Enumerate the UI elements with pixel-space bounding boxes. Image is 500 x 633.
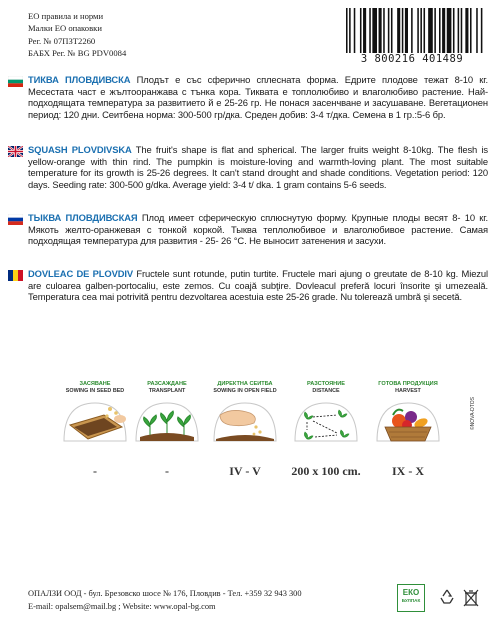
description-en (8, 144, 488, 190)
barcode-bar (383, 8, 385, 53)
barcode-bar (363, 8, 366, 53)
step-value: - (165, 464, 169, 478)
step-value: - (93, 464, 97, 478)
step-label-en: SOWING IN SEED BED (65, 388, 125, 394)
variety-name: ТЫКВА ПЛОВДИВСКАЯ (28, 212, 138, 223)
step-label-en: DISTANCE (312, 388, 340, 394)
barcode-bar (439, 8, 441, 53)
barcode-bar (458, 8, 460, 53)
barcode-bar (465, 8, 468, 53)
company-address: ОПАЛЗИ ООД - бул. Брезовско шосе № 176, Пловдив - Тел. +359 32 943 300 (28, 589, 302, 598)
flag-romania-icon (8, 270, 23, 281)
seedlings-icon (132, 397, 202, 451)
barcode-bar (379, 8, 382, 53)
description-ro (8, 268, 488, 303)
flag-russia-icon (8, 214, 23, 225)
barcode-icon (336, 4, 488, 58)
crossed-bin-icon (462, 588, 480, 608)
registration-line: ЕО правила и норми (28, 11, 104, 21)
company-footer (28, 587, 302, 613)
registration-line: Малки ЕО опаковки (28, 23, 102, 34)
registration-line: БАБХ Рег. № BG PDV0084 (28, 48, 127, 59)
step-sowing-seed-bed (56, 381, 134, 479)
barcode (336, 4, 488, 70)
recycle-icon (438, 588, 456, 606)
barcode-bar (397, 8, 400, 53)
barcode-bar (354, 8, 356, 53)
step-label-en: SOWING IN OPEN FIELD (213, 388, 277, 394)
barcode-bar (388, 8, 390, 53)
barcode-bar (420, 8, 422, 53)
flag-bulgaria-icon (8, 76, 23, 87)
eco-logo-subtext: БУЛПАК (401, 598, 421, 603)
step-distance (287, 381, 365, 479)
eco-logo-text: ЕКО (402, 588, 420, 597)
growing-steps (0, 381, 500, 501)
barcode-bar (360, 8, 362, 53)
step-harvest (369, 381, 447, 479)
step-label-en: HARVEST (395, 388, 421, 394)
variety-text: Fructele sunt rotunde, putin turtite. Fructele mari ajung o greutate de 8-10 kg. Miezul are culoarea galben-portocaliu, este zemos. Cu coajă subţire. Dovleacul preferă locuri însorite şi umezeală. Temperatura cea mai potrivită pentru dezvoltarea acestuia este 25-26 grade. Nu tolerează umbră şi secetă. (28, 268, 488, 303)
barcode-bar (424, 8, 426, 53)
barcode-bar (411, 8, 413, 53)
step-label-en: TRANSPLANT (148, 388, 186, 394)
harvest-basket-icon (373, 397, 443, 451)
seed-tray-icon (60, 397, 130, 451)
step-label-bg: РАЗСАЖДАНЕ (147, 381, 187, 387)
barcode-bar (442, 8, 445, 53)
step-direct-sowing (206, 381, 284, 479)
registration-line: Рег. № 07ПЗТ2260 (28, 35, 96, 46)
variety-name: SQUASH PLOVDIVSKA (28, 144, 132, 155)
hand-sowing-icon (210, 397, 280, 451)
barcode-bar (434, 8, 436, 53)
barcode-bar (349, 8, 351, 58)
step-value: 200 х 100 cm. (291, 464, 361, 478)
copyright-vertical: ©NOVA-DTOS (470, 397, 476, 430)
variety-name: ТИКВА ПЛОВДИВСКА (28, 74, 131, 85)
barcode-bar (405, 8, 408, 53)
barcode-bar (346, 8, 348, 58)
barcode-bar (470, 8, 472, 53)
eco-logo (397, 584, 425, 612)
step-value: IV - V (229, 464, 261, 478)
barcode-bar (476, 8, 478, 53)
step-label-bg: ЗАСЯВАНЕ (79, 381, 111, 387)
barcode-bar (481, 8, 483, 53)
variety-text: Плод имеет сферическую сплюснутую форму. Крупные плоды весят 8- 10 кг. Мякоть желто-оранжевая с тонкой коркой. Тыква теплолюбивое и влаголюбивое растение. Самая подходящая температура для развития - 25- 26 °С. Не выносит затенения и засухи. (28, 212, 488, 247)
barcode-bar (453, 8, 455, 53)
description-ru (8, 212, 488, 247)
barcode-bar (417, 8, 419, 58)
barcode-bar (391, 8, 393, 53)
barcode-bar (447, 8, 452, 53)
barcode-bar (372, 8, 377, 53)
flag-uk-icon (8, 146, 23, 157)
registration-info (28, 10, 126, 60)
variety-text: The fruit's shape is flat and spherical. The larger fruits weight 8-10kg. The flesh is yellow-orange with thin rind. The pumpkin is moisture-loving and warmth-loving plant. The most suitable temperature for its growth is 25-26 degrees. It can't stand drought and shade conditions. Vegetation period: 120 days. Seeding rate: 300-500 g/dka. Average yield: 3-4 t/ dka. 1 gram contains 5-6 seeds. (28, 144, 488, 190)
company-contacts: E-mail: opalsem@mail.bg ; Website: www.opal-bg.com (28, 602, 216, 611)
step-value: IX - X (392, 464, 424, 478)
step-label-bg: ГОТОВА ПРОДУКЦИЯ (378, 381, 438, 387)
barcode-bar (428, 8, 433, 53)
barcode-bar (402, 8, 404, 53)
plant-distance-icon (291, 397, 361, 451)
description-bg (8, 74, 488, 120)
step-label-bg: ДИРЕКТНА СЕИТБА (217, 381, 273, 387)
variety-text: Плодът е със сферично сплеснатa форма. Едрите плодове тежат 8-10 кг. Месестата част е жълтооранжава с тънка кора. Тиквата е топлолюбиво и влаголюбиво растение. Най-подходящата температура за развитието й е 25-26 гр. Не понася засенчване и засушаване. Вегетационен период: 120 дни. Сеитбена норма: 300-500 гр/дка. Среден добив: 3-4 т/дка. Семена в 1 гр.:5-6 бр. (28, 74, 488, 120)
step-label-bg: РАЗСТОЯНИЕ (307, 381, 345, 387)
barcode-bar (461, 8, 463, 53)
variety-name: DOVLEAC DE PLOVDIV (28, 268, 134, 279)
barcode-number: 3 800216 401489 (336, 53, 488, 65)
step-transplant (128, 381, 206, 479)
barcode-bar (369, 8, 371, 53)
